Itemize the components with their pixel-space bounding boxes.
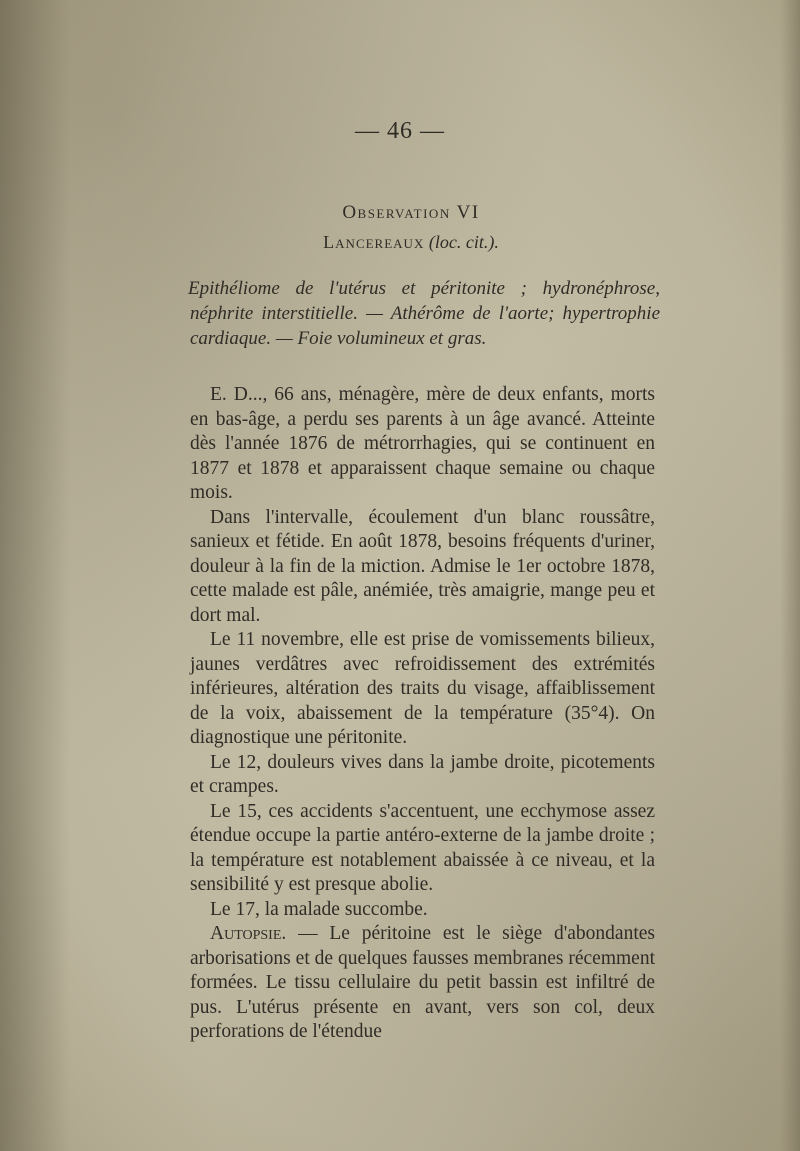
paragraph-nov-15: Le 15, ces accidents s'accentuent, une ecchymose assez étendue occupe la partie antéro-externe de la jambe droite ; la température est notablement abaissée à ce niveau, et la sensibilité y est presque abolie. bbox=[190, 800, 655, 895]
paragraph-history: E. D..., 66 ans, ménagère, mère de deux enfants, morts en bas-âge, a perdu ses parents à un âge avancé. Atteinte dès l'année 1876 de métrorrhagies, qui se continuent en 1877 et 1878 et apparaissent chaque semaine ou chaque mois. bbox=[190, 384, 655, 503]
autopsy-label: Autopsie. bbox=[210, 923, 287, 944]
observation-source bbox=[0, 232, 800, 253]
case-summary: Epithéliome de l'utérus et péritonite ; hydronéphrose, néphrite interstitielle. — Athérôme de l'aorte; hypertrophie cardiaque. — Foie volumineux et gras. bbox=[188, 278, 660, 349]
source-citation: (loc. cit.). bbox=[428, 232, 499, 252]
paragraph-nov-11: Le 11 novembre, elle est prise de vomissements bilieux, jaunes verdâtres avec refroidissement des extrémités inférieures, altération des traits du visage, affaiblissement de la voix, abaissement de la température (35°4). On diagnostique une péritonite. bbox=[190, 629, 655, 748]
paragraph-autopsy bbox=[190, 922, 655, 1045]
page-shadow-right bbox=[780, 0, 800, 1151]
observation-title: Observation VI bbox=[342, 202, 480, 223]
paragraph-nov-12: Le 12, douleurs vives dans la jambe droite, picotements et crampes. bbox=[190, 751, 655, 797]
case-body bbox=[190, 383, 655, 1045]
page-number: — 46 — bbox=[355, 118, 445, 144]
source-author: Lancereaux bbox=[323, 232, 425, 252]
paragraph-admission: Dans l'intervalle, écoulement d'un blanc roussâtre, sanieux et fétide. En août 1878, besoins fréquents d'uriner, douleur à la fin de la miction. Admise le 1er octobre 1878, cette malade est pâle, anémiée, très amaigrie, mange peu et dort mal. bbox=[190, 506, 655, 626]
autopsy-text: — Le péritoine est le siège d'abondantes arborisations et de quelques fausses membranes récemment formées. Le tissu cellulaire du petit bassin est infiltré de pus. L'utérus présente en avant, vers son col, deux perforations de l'étendue bbox=[190, 923, 655, 1042]
page-shadow-left bbox=[0, 0, 70, 1151]
paragraph-nov-17: Le 17, la malade succombe. bbox=[210, 898, 428, 920]
